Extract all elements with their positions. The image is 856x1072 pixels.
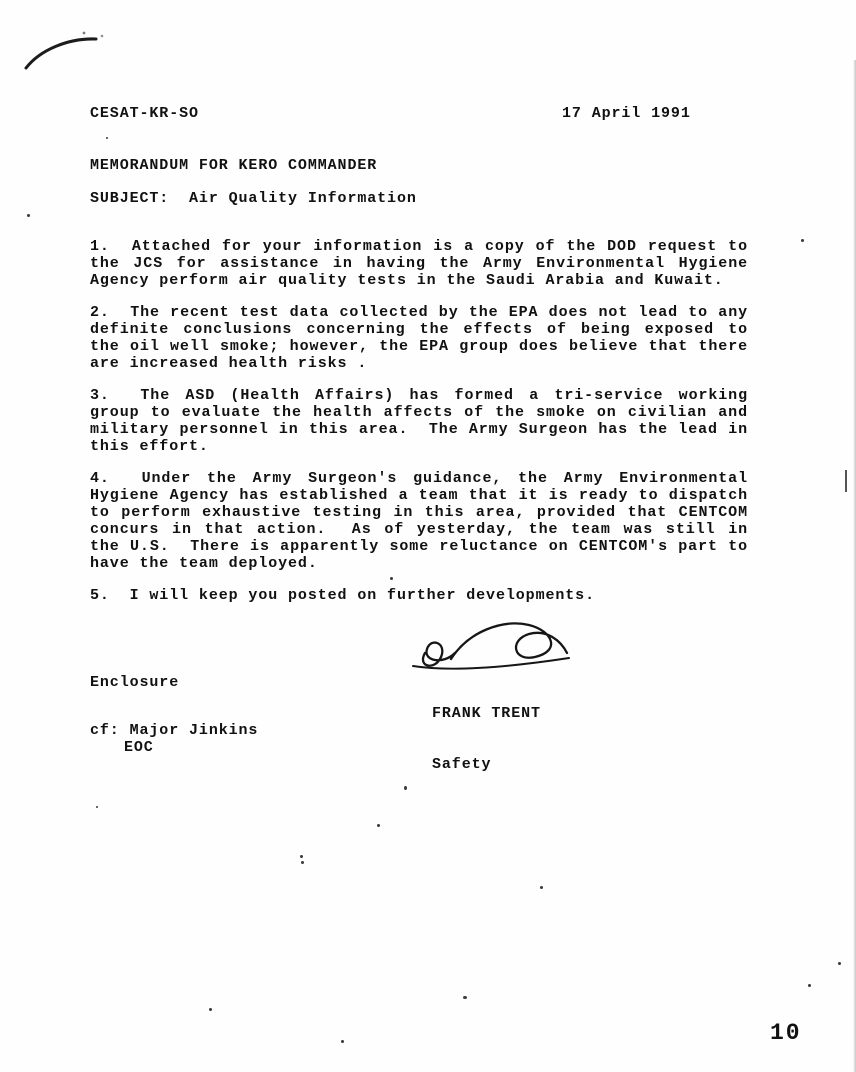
scan-speck bbox=[801, 239, 804, 242]
scan-speck bbox=[463, 996, 467, 999]
enclosure-label: Enclosure bbox=[90, 674, 180, 691]
handwritten-mark bbox=[22, 28, 108, 76]
scan-speck bbox=[341, 1040, 344, 1043]
memo-paragraph: 4. Under the Army Surgeon's guidance, the Army Environmental Hygiene Agency has established a team that it is ready to dispatch to perform exhaustive testing in this area, provided that CENTCOM concurs in that action. As of yesterday, the team was still in the U.S. There is apparently some reluctance on CENTCOM's part to have the team deployed. bbox=[90, 470, 758, 572]
scan-speck bbox=[808, 984, 811, 987]
scan-speck bbox=[838, 962, 841, 965]
scan-tick bbox=[845, 470, 847, 492]
scan-speck bbox=[540, 886, 543, 889]
office-symbol: CESAT-KR-SO bbox=[90, 105, 199, 122]
scan-speck bbox=[404, 786, 407, 790]
memorandum-for-line: MEMORANDUM FOR KERO COMMANDER bbox=[90, 157, 378, 174]
subject-line: SUBJECT: Air Quality Information bbox=[90, 190, 417, 207]
scan-speck bbox=[96, 806, 98, 808]
memo-body bbox=[90, 238, 758, 619]
signature-block bbox=[432, 671, 541, 807]
scan-speck bbox=[377, 824, 380, 827]
cf-line: EOC bbox=[124, 739, 154, 756]
cf-block bbox=[90, 722, 258, 756]
scan-speck bbox=[209, 1008, 212, 1011]
scan-speck bbox=[300, 855, 303, 858]
memo-paragraph: 3. The ASD (Health Affairs) has formed a tri-service working group to evaluate the health affects of the smoke on civilian and military personnel in this area. The Army Surgeon has the lead in this effort. bbox=[90, 387, 758, 455]
scan-speck bbox=[301, 861, 304, 864]
memo-paragraph: 1. Attached for your information is a copy of the DOD request to the JCS for assistance in having the Army Environmental Hygiene Agency perform air quality tests in the Saudi Arabia and Kuwait. bbox=[90, 238, 758, 289]
scan-speck bbox=[390, 577, 393, 580]
signer-title: Safety bbox=[432, 756, 492, 773]
signer-name: FRANK TRENT bbox=[432, 705, 541, 722]
page-number: 10 bbox=[770, 1020, 802, 1046]
signature-scribble bbox=[405, 613, 575, 675]
memo-date: 17 April 1991 bbox=[562, 105, 691, 122]
scan-speck bbox=[106, 137, 108, 139]
memo-paragraph: 2. The recent test data collected by the EPA does not lead to any definite conclusions concerning the effects of being exposed to the oil well smoke; however, the EPA group does believe that there are increased health risks . bbox=[90, 304, 758, 372]
cf-line: cf: Major Jinkins bbox=[90, 722, 259, 739]
scan-speck bbox=[27, 214, 30, 217]
memo-paragraph: 5. I will keep you posted on further developments. bbox=[90, 587, 595, 604]
